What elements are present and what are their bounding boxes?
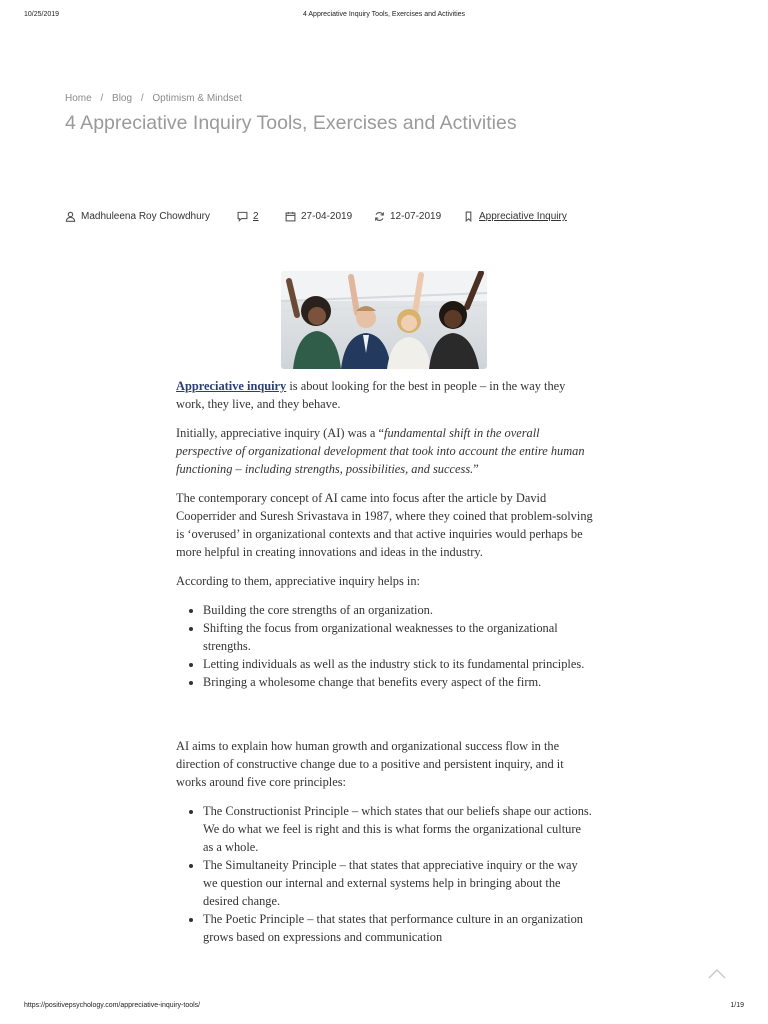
principles-list [176,802,594,946]
chevron-up-icon [706,965,728,983]
print-page-number: 1/19 [730,1002,744,1009]
calendar-icon [285,211,296,222]
updated-date: 12-07-2019 [390,211,442,222]
article-body [176,377,594,957]
definition-quote: fundamental shift in the overall perspective of organizational development that took into account the entire human functioning – including strengths, possibilities, and success. [176,426,585,476]
page-title: 4 Appreciative Inquiry Tools, Exercises and Activities [65,112,517,134]
list-item: • Bringing a wholesome change that benefits every aspect of the firm. [203,673,594,691]
print-title: 4 Appreciative Inquiry Tools, Exercises and Activities [302,11,466,18]
list-item: • Building the core strengths of an organization. [203,601,594,619]
print-footer [24,1002,744,1012]
people-celebrating-illustration [281,271,487,369]
user-icon [65,211,76,222]
helps-in-paragraph: According to them, appreciative inquiry helps in: [176,574,420,588]
breadcrumb-separator: / [140,93,144,104]
back-to-top-button[interactable] [706,965,728,983]
intro-paragraph: Appreciative inquiry is about looking for the best in people – in the way they work, they live, and they behave. [176,379,566,411]
tag-link[interactable]: Appreciative Inquiry [479,211,567,222]
meta-updated [374,211,441,222]
list-item: • Shifting the focus from organizational weaknesses to the organizational strengths. [203,619,594,655]
principles-intro-paragraph: AI aims to explain how human growth and organizational success flow in the direction of constructive change due to a positive and persistent inquiry, and it works around five core principles: [176,739,564,789]
breadcrumb-category[interactable]: Optimism & Mindset [152,93,242,104]
list-item: • The Poetic Principle – that states that performance culture in an organization grows based on expressions and communication [203,910,594,946]
author-name: Madhuleena Roy Chowdhury [81,211,210,222]
comments-count-link[interactable]: 2 [253,211,259,222]
print-header [24,11,744,21]
hero-image [281,271,487,369]
list-item: • The Simultaneity Principle – that states that appreciative inquiry or the way we question our internal and external systems help in bringing about the desired change. [203,856,594,910]
spacer [176,702,594,737]
print-url: https://positivepsychology.com/appreciative-inquiry-tools/ [24,1002,201,1009]
breadcrumb-blog[interactable]: Blog [112,93,133,104]
published-date: 27-04-2019 [301,211,353,222]
meta-author [65,211,210,222]
meta-published [285,211,352,222]
history-paragraph: The contemporary concept of AI came into focus after the article by David Cooperrider and Suresh Srivastava in 1987, where they coined that problem-solving is ‘overused’ in organizational contexts and that active inquiries would perhaps be more helpful in creating innovations and ideas in the industry. [176,491,593,559]
print-date: 10/25/2019 [24,11,60,18]
meta-comments[interactable] [237,211,259,222]
refresh-icon [374,211,385,222]
breadcrumb [65,93,242,104]
definition-paragraph: Initially, appreciative inquiry (AI) was a “fundamental shift in the overall perspective of organizational development that took into account the entire human functioning – including strengths, possibilities, and success.” [176,426,585,476]
benefits-list [176,601,594,691]
comment-icon [237,211,248,222]
breadcrumb-separator: / [100,93,104,104]
list-item: • Letting individuals as well as the industry stick to its fundamental principles. [203,655,594,673]
list-item: • The Constructionist Principle – which states that our beliefs shape our actions. We do what we feel is right and this is what forms the organizational culture as a whole. [203,802,594,856]
meta-tag[interactable] [463,211,567,222]
breadcrumb-home[interactable]: Home [65,93,92,104]
bookmark-icon [463,211,474,222]
appreciative-inquiry-link[interactable]: Appreciative inquiry [176,379,287,393]
